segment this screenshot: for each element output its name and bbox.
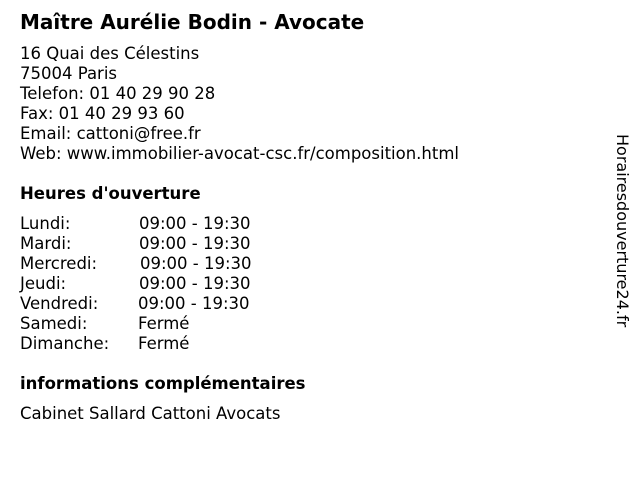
opening-hours-heading: Heures d'ouverture [20,184,201,203]
day-label: Dimanche: [20,334,110,353]
fax-number: Fax: 01 40 29 93 60 [20,104,185,123]
hours-value: Fermé [138,334,190,353]
day-label: Mercredi: [20,254,98,273]
additional-info-heading: informations complémentaires [20,374,306,393]
website-address: Web: www.immobilier-avocat-csc.fr/composition.html [20,144,460,163]
additional-info-text: Cabinet Sallard Cattoni Avocats [20,404,281,423]
day-label: Vendredi: [20,294,99,313]
email-address: Email: cattoni@free.fr [20,124,201,143]
site-watermark: Horairesdouverture24.fr [613,134,632,328]
page-title: Maître Aurélie Bodin - Avocate [20,10,365,34]
phone-number: Telefon: 01 40 29 90 28 [20,84,216,103]
contact-block [20,44,459,164]
address-city: 75004 Paris [20,64,118,83]
day-label: Samedi: [20,314,88,333]
day-label: Jeudi: [20,274,67,293]
hours-value: 09:00 - 19:30 [139,234,251,253]
hours-value: 09:00 - 19:30 [139,274,251,293]
day-label: Mardi: [20,234,72,253]
hours-value: 09:00 - 19:30 [140,254,252,273]
address-street: 16 Quai des Célestins [20,44,200,63]
hours-value: 09:00 - 19:30 [139,214,251,233]
hours-value: 09:00 - 19:30 [138,294,250,313]
day-label: Lundi: [20,214,71,233]
hours-value: Fermé [138,314,190,333]
